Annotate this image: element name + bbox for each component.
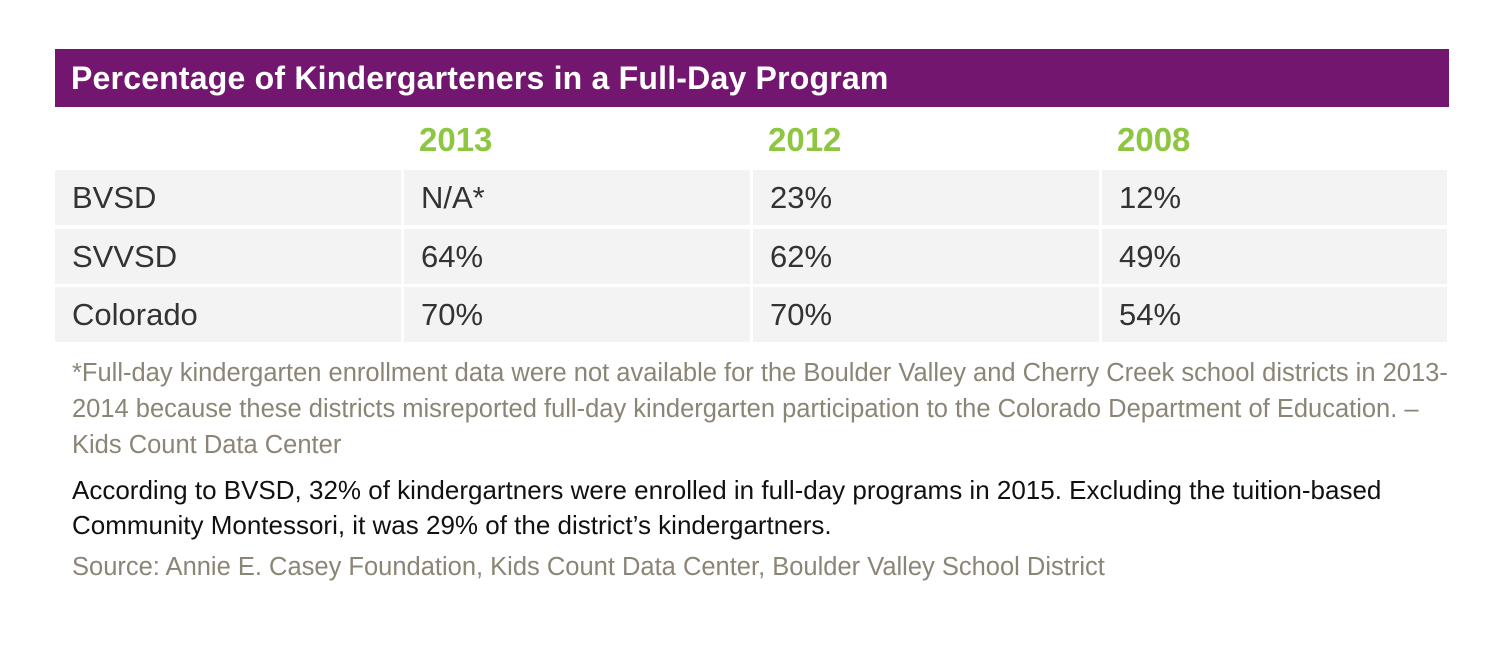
column-header-2012: 2012 — [768, 121, 842, 158]
footnote: *Full-day kindergarten enrollment data were not available for the Boulder Valley and Cherry Creek school districts in 2013-2014 because these districts misreported full-day kindergarten participation to the Colorado Department of Education. – Kids Count Data Center — [72, 359, 1448, 459]
row-label-bvsd: BVSD — [55, 170, 401, 225]
row-label-colorado: Colorado — [55, 287, 401, 342]
row-label-svvsd: SVVSD — [55, 229, 401, 284]
cell-bvsd-2008: 12% — [1102, 170, 1447, 225]
cell-bvsd-2013: N/A* — [404, 170, 750, 225]
column-header-2013: 2013 — [419, 121, 493, 158]
cell-colorado-2008: 54% — [1102, 287, 1447, 342]
cell-colorado-2013: 70% — [404, 287, 750, 342]
cell-svvsd-2013: 64% — [404, 229, 750, 284]
column-header-2008: 2008 — [1117, 121, 1191, 158]
bvsd-note: According to BVSD, 32% of kindergartners were enrolled in full-day programs in 2015. Excluding the tuition-based Community Montessori, it was 29% of the district’s kindergartners. — [72, 475, 1382, 540]
cell-colorado-2012: 70% — [753, 287, 1099, 342]
source-line: Source: Annie E. Casey Foundation, Kids Count Data Center, Boulder Valley School District — [72, 553, 1105, 581]
table-title: Percentage of Kindergarteners in a Full-Day Program — [71, 59, 889, 96]
cell-bvsd-2012: 23% — [753, 170, 1099, 225]
table-title-bar — [55, 49, 1449, 107]
cell-svvsd-2012: 62% — [753, 229, 1099, 284]
cell-svvsd-2008: 49% — [1102, 229, 1447, 284]
